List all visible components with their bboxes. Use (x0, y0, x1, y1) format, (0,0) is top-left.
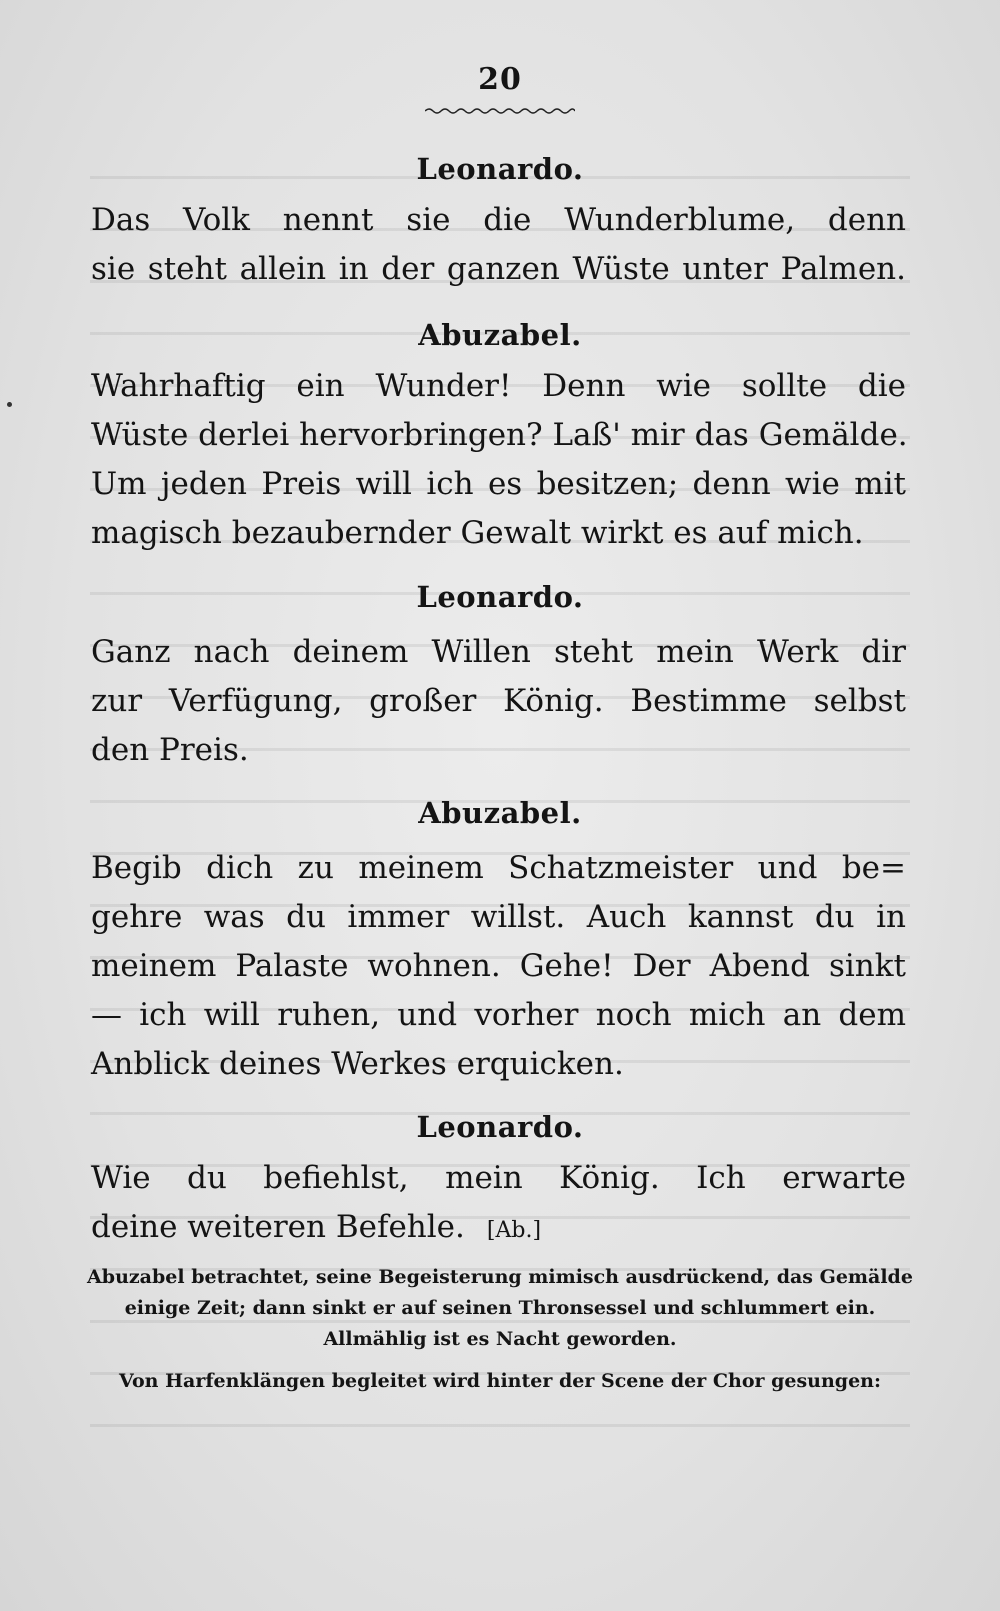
speech-line: Anblick deines Werkes erquicken. (91, 1046, 624, 1082)
stage-direction-line: Abuzabel betrachtet, seine Begeisterung mimisch ausdrückend, das Gemälde (87, 1266, 913, 1288)
speech-block (91, 362, 906, 558)
speech-line: Ganz nach deinem Willen steht mein Werk dir (91, 634, 906, 670)
wavy-rule-ornament (425, 106, 575, 116)
speaker-name: Abuzabel. (418, 796, 582, 830)
speech-line: Wie du befiehlst, mein König. Ich erwarte (91, 1160, 906, 1196)
speaker-name: Leonardo. (416, 152, 584, 186)
stage-direction-line: Allmählig ist es Nacht geworden. (323, 1328, 677, 1350)
exit-direction: [Ab.] (486, 1218, 542, 1243)
speech-line: Das Volk nennt sie die Wunderblume, denn (91, 202, 906, 238)
speech-line: Begib dich zu meinem Schatzmeister und be= (91, 850, 906, 886)
speaker-name: Abuzabel. (418, 318, 582, 352)
speech-line: Um jeden Preis will ich es besitzen; denn wie mit (91, 466, 906, 502)
speech-block (91, 844, 906, 1089)
stage-direction-block (0, 1262, 1000, 1355)
speech-block (91, 196, 906, 294)
ink-speck (7, 402, 12, 407)
speech-line: — ich will ruhen, und vorher noch mich an dem (91, 997, 906, 1033)
speech-block (91, 628, 906, 775)
speech-line: den Preis. (91, 732, 249, 768)
speech-line: gehre was du immer willst. Auch kannst du in (91, 899, 906, 935)
speech-line (91, 1203, 906, 1255)
speaker-name: Leonardo. (416, 580, 584, 614)
closing-stage-direction: Von Harfenklängen begleitet wird hinter der Scene der Chor gesungen: (118, 1370, 882, 1392)
speech-line: meinem Palaste wohnen. Gehe! Der Abend sinkt (91, 948, 906, 984)
speech-line: zur Verfügung, großer König. Bestimme selbst (91, 683, 906, 719)
page-number: 20 (478, 62, 522, 97)
speaker-name: Leonardo. (416, 1110, 584, 1144)
speech-block (91, 1154, 906, 1255)
speech-line: Wahrhaftig ein Wunder! Denn wie sollte die (91, 368, 906, 404)
stage-direction-line: einige Zeit; dann sinkt er auf seinen Thronsessel und schlummert ein. (124, 1297, 876, 1319)
speech-line: magisch bezaubernder Gewalt wirkt es auf mich. (91, 515, 864, 551)
speech-line: sie steht allein in der ganzen Wüste unter Palmen. (91, 251, 906, 287)
speech-line-text: deine weiteren Befehle. (91, 1209, 465, 1245)
speech-line: Wüste derlei hervorbringen? Laß' mir das Gemälde. (91, 417, 908, 453)
